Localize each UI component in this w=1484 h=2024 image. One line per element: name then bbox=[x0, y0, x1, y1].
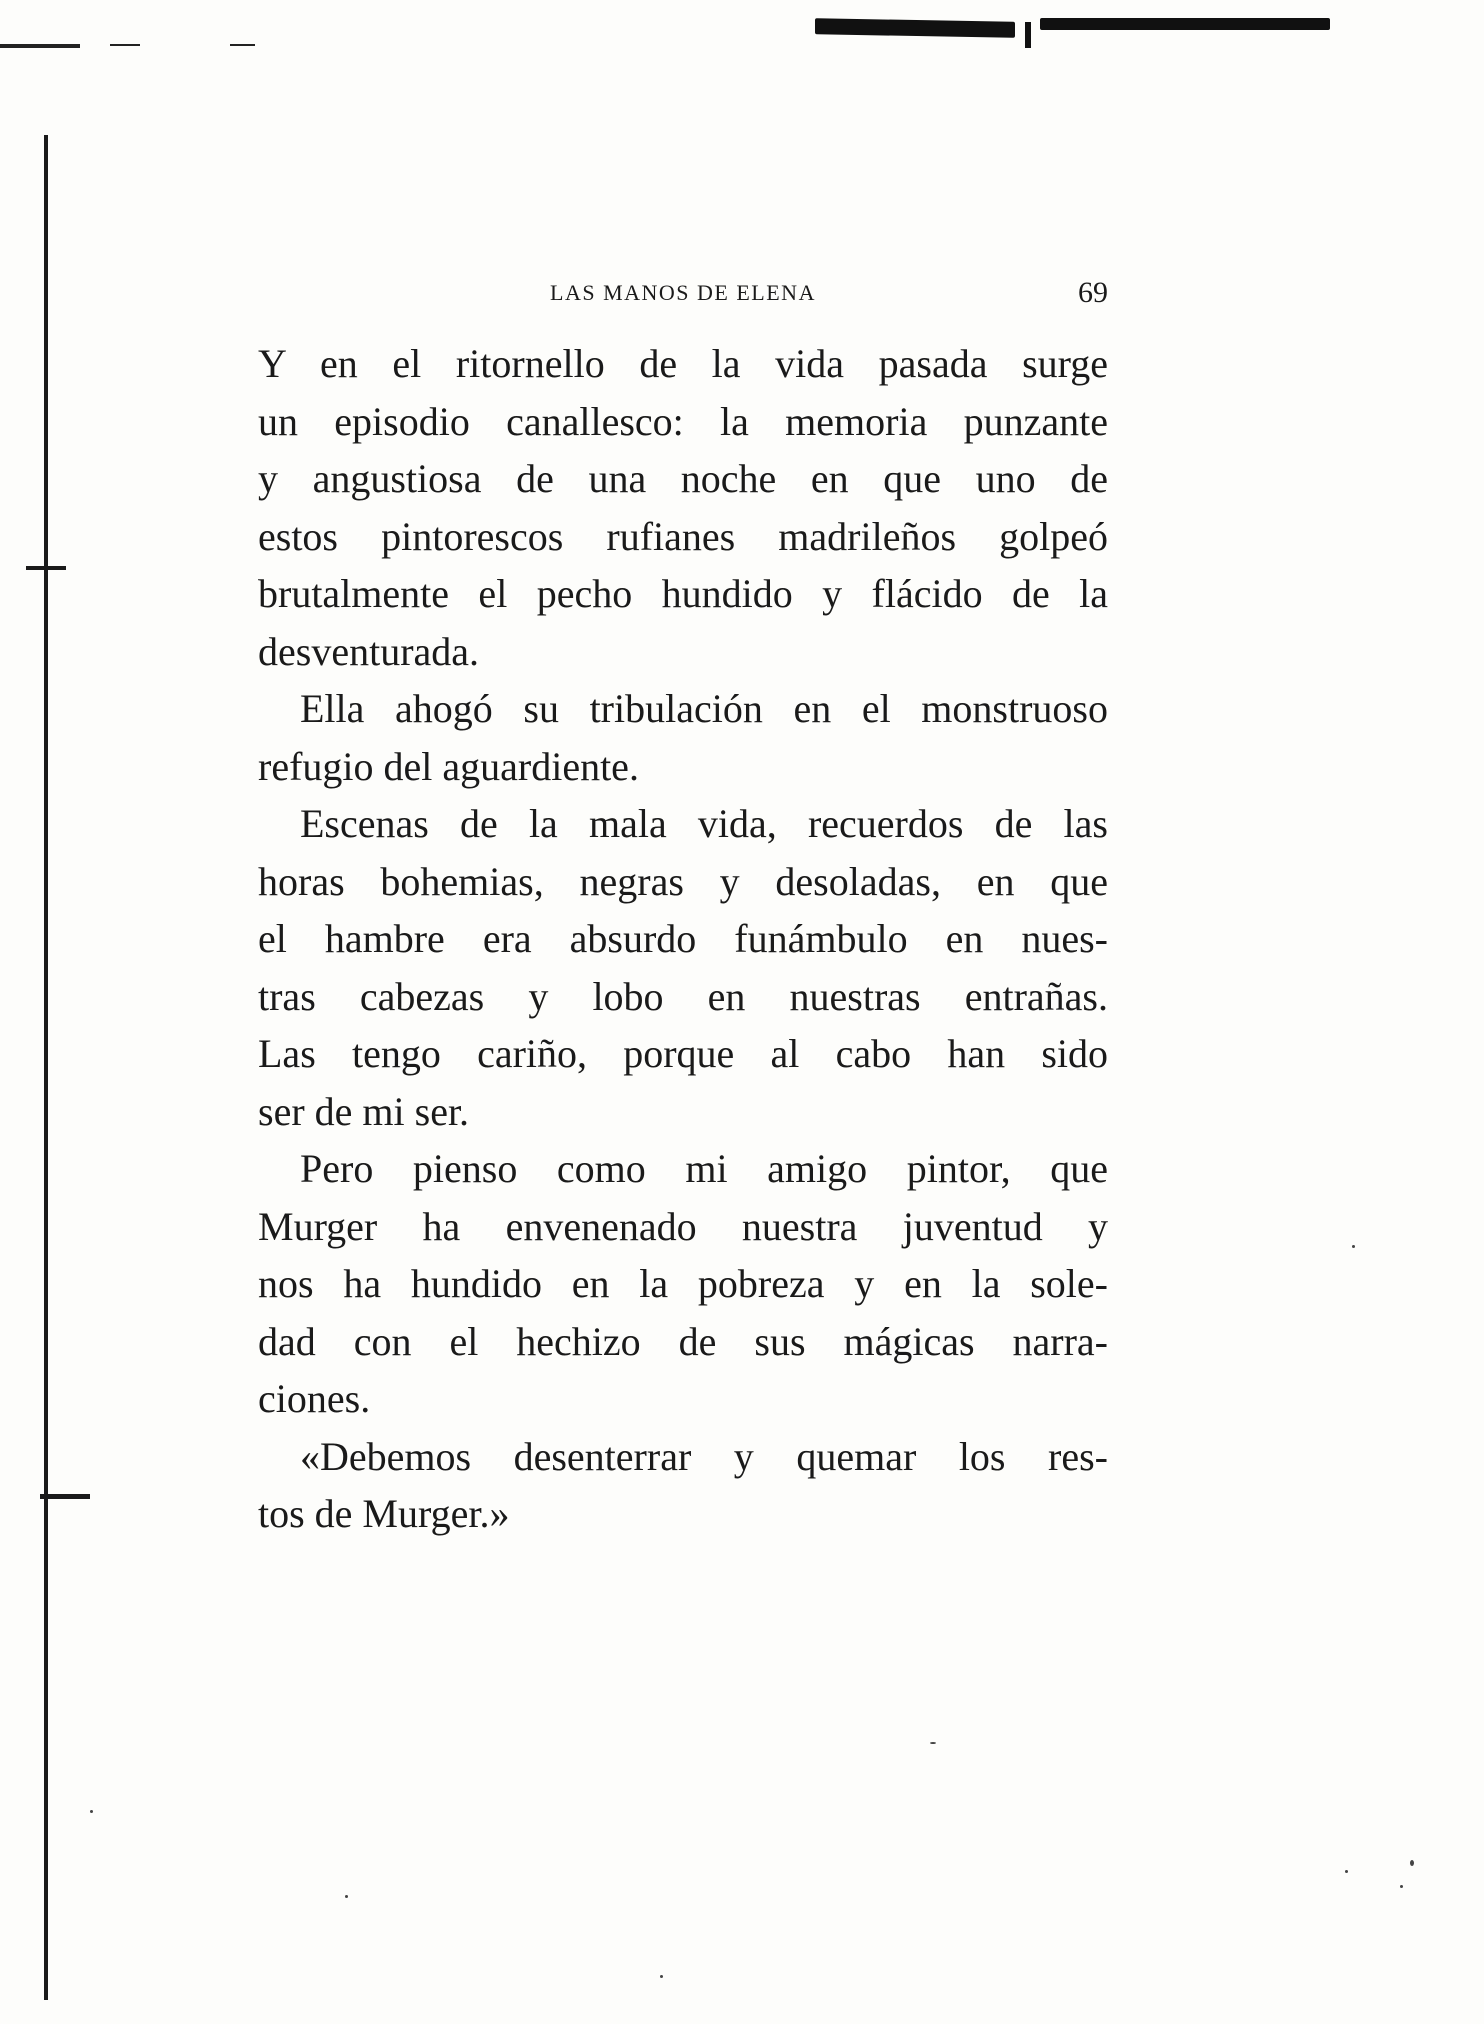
text-line: tos de Murger.» bbox=[258, 1491, 510, 1536]
text-line: Murger ha envenenado nuestra juventud y bbox=[258, 1203, 1108, 1249]
page-number: 69 bbox=[1078, 276, 1108, 309]
text-line: desventurada. bbox=[258, 628, 480, 674]
running-title: LAS MANOS DE ELENA bbox=[550, 280, 816, 305]
scan-artifact-binding-line bbox=[44, 135, 48, 2000]
scan-speck bbox=[345, 1895, 348, 1898]
text-line: el hambre era absurdo funámbulo en nues- bbox=[258, 916, 1108, 961]
text-line: brutalmente el pecho hundido y flácido de la bbox=[258, 571, 1108, 616]
scan-speck bbox=[1352, 1245, 1355, 1248]
scan-artifact-top-bar bbox=[1040, 18, 1330, 30]
text-line: y angustiosa de una noche en que uno de bbox=[258, 456, 1108, 501]
scan-speck bbox=[930, 1742, 936, 1744]
scan-artifact-notch bbox=[26, 566, 66, 570]
paragraph bbox=[258, 680, 1108, 795]
paragraph bbox=[258, 335, 1108, 680]
text-line: horas bohemias, negras y desoladas, en que bbox=[258, 858, 1108, 904]
scan-artifact-dash bbox=[0, 44, 80, 48]
scan-speck bbox=[660, 1975, 663, 1978]
text-line: Escenas de la mala vida, recuerdos de las bbox=[300, 801, 1108, 846]
text-line: dad con el hechizo de sus mágicas narra- bbox=[258, 1318, 1108, 1364]
text-line: un episodio canallesco: la memoria punzante bbox=[258, 398, 1108, 444]
text-line: Las tengo cariño, porque al cabo han sido bbox=[258, 1031, 1108, 1076]
scan-speck bbox=[1345, 1870, 1348, 1873]
body-text bbox=[258, 335, 1108, 1543]
text-line: Ella ahogó su tribulación en el monstruoso bbox=[300, 686, 1108, 731]
paragraph bbox=[258, 1428, 1108, 1543]
scan-artifact-dash bbox=[230, 44, 255, 46]
scan-artifact-notch bbox=[40, 1494, 90, 1499]
scan-speck bbox=[90, 1810, 93, 1813]
text-line: refugio del aguardiente. bbox=[258, 743, 639, 789]
scan-speck bbox=[1410, 1860, 1414, 1866]
scan-artifact-tick bbox=[1025, 22, 1031, 48]
text-line: Pero pienso como mi amigo pintor, que bbox=[300, 1146, 1108, 1191]
scan-artifact-top-bar bbox=[815, 18, 1015, 37]
text-line: ciones. bbox=[258, 1376, 371, 1421]
text-line: Y en el ritornello de la vida pasada surge bbox=[258, 341, 1108, 386]
text-line: ser de mi ser. bbox=[258, 1088, 470, 1134]
scan-artifact-dash bbox=[110, 44, 140, 46]
paragraph bbox=[258, 795, 1108, 1140]
scan-speck bbox=[1400, 1885, 1403, 1888]
text-line: estos pintorescos rufianes madrileños golpeó bbox=[258, 513, 1108, 559]
text-line: «Debemos desenterrar y quemar los res- bbox=[300, 1433, 1108, 1479]
paragraph bbox=[258, 1140, 1108, 1428]
text-line: nos ha hundido en la pobreza y en la sole- bbox=[258, 1261, 1108, 1306]
text-line: tras cabezas y lobo en nuestras entrañas. bbox=[258, 973, 1108, 1019]
running-head bbox=[258, 276, 1108, 316]
